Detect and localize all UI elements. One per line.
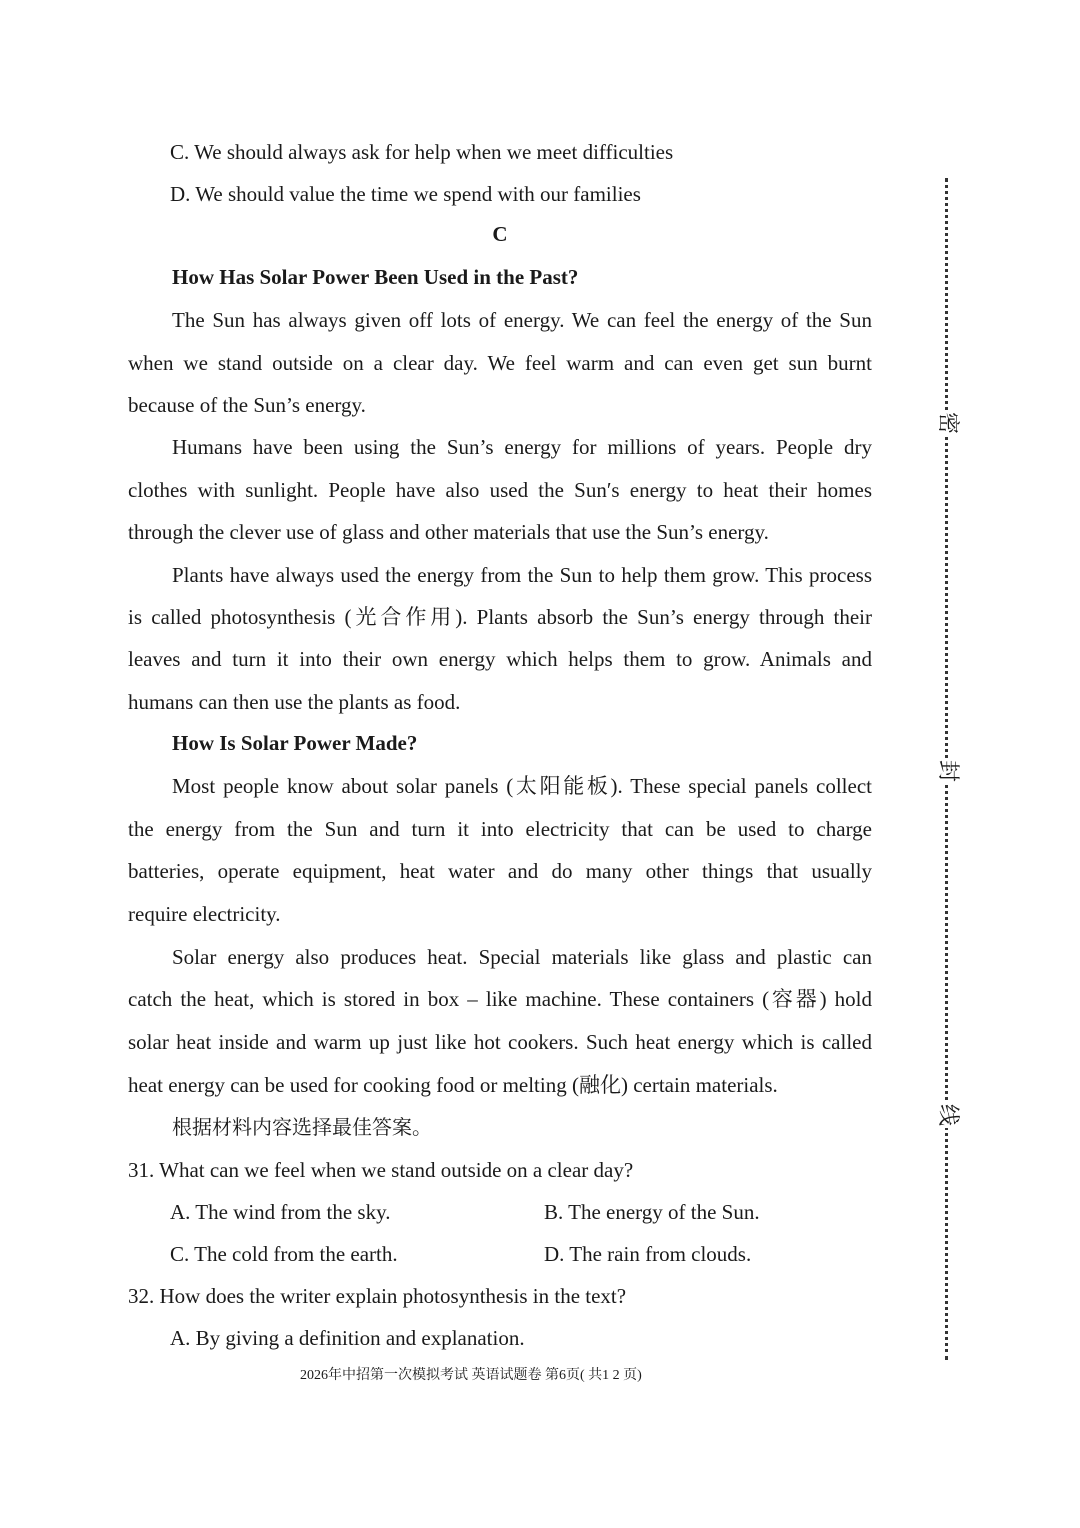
para1-line2: when we stand outside on a clear day. We feel warm and can even get sun burnt <box>128 351 872 375</box>
q31-option-a: A. The wind from the sky. <box>170 1200 391 1224</box>
q32-stem: 32. How does the writer explain photosynthesis in the text? <box>128 1284 627 1308</box>
seal-char-feng: 封 <box>932 758 962 784</box>
seal-char-xian: 线 <box>932 1102 962 1128</box>
q31-option-d: D. The rain from clouds. <box>544 1242 752 1266</box>
q31-option-b: B. The energy of the Sun. <box>544 1200 760 1224</box>
heading-past: How Has Solar Power Been Used in the Past? <box>172 265 579 289</box>
para5-line3: solar heat inside and warm up just like hot cookers. Such heat energy which is called <box>128 1030 872 1054</box>
para1-line3: because of the Sun’s energy. <box>128 393 366 417</box>
para4-line1: Most people know about solar panels (太阳能板). These special panels collect <box>172 774 872 798</box>
para3-line3: leaves and turn it into their own energy which helps them to grow. Animals and <box>128 647 872 671</box>
instruction: 根据材料内容选择最佳答案。 <box>172 1115 432 1139</box>
para5-line1: Solar energy also produces heat. Special materials like glass and plastic can <box>172 945 872 969</box>
option-d-prev: D. We should value the time we spend with our families <box>170 182 641 206</box>
option-c-prev: C. We should always ask for help when we meet difficulties <box>170 140 674 164</box>
seal-char-mi: 密 <box>932 410 962 436</box>
q32-option-a: A. By giving a definition and explanation. <box>170 1326 525 1350</box>
q31-stem: 31. What can we feel when we stand outside on a clear day? <box>128 1158 634 1182</box>
para4-line2: the energy from the Sun and turn it into electricity that can be used to charge <box>128 817 872 841</box>
page-footer: 2026年中招第一次模拟考试 英语试题卷 第6页( 共1 2 页) <box>300 1368 642 1383</box>
heading-made: How Is Solar Power Made? <box>172 731 418 755</box>
para4-line4: require electricity. <box>128 902 281 926</box>
para5-line4: heat energy can be used for cooking food or melting (融化) certain materials. <box>128 1073 778 1097</box>
para3-line4: humans can then use the plants as food. <box>128 690 461 714</box>
para3-line2: is called photosynthesis (光合作用). Plants absorb the Sun’s energy through their <box>128 605 872 629</box>
para4-line3: batteries, operate equipment, heat water and do many other things that usually <box>128 859 872 883</box>
para1-line1: The Sun has always given off lots of energy. We can feel the energy of the Sun <box>172 308 872 332</box>
section-letter: C <box>492 222 508 246</box>
para3-line1: Plants have always used the energy from the Sun to help them grow. This process <box>172 563 872 587</box>
para2-line1: Humans have been using the Sun’s energy for millions of years. People dry <box>172 435 872 459</box>
para2-line3: through the clever use of glass and other materials that use the Sun’s energy. <box>128 520 769 544</box>
q31-option-c: C. The cold from the earth. <box>170 1242 398 1266</box>
para5-line2: catch the heat, which is stored in box – like machine. These containers (容器) hold <box>128 987 872 1011</box>
para2-line2: clothes with sunlight. People have also used the Sun′s energy to heat their homes <box>128 478 872 502</box>
